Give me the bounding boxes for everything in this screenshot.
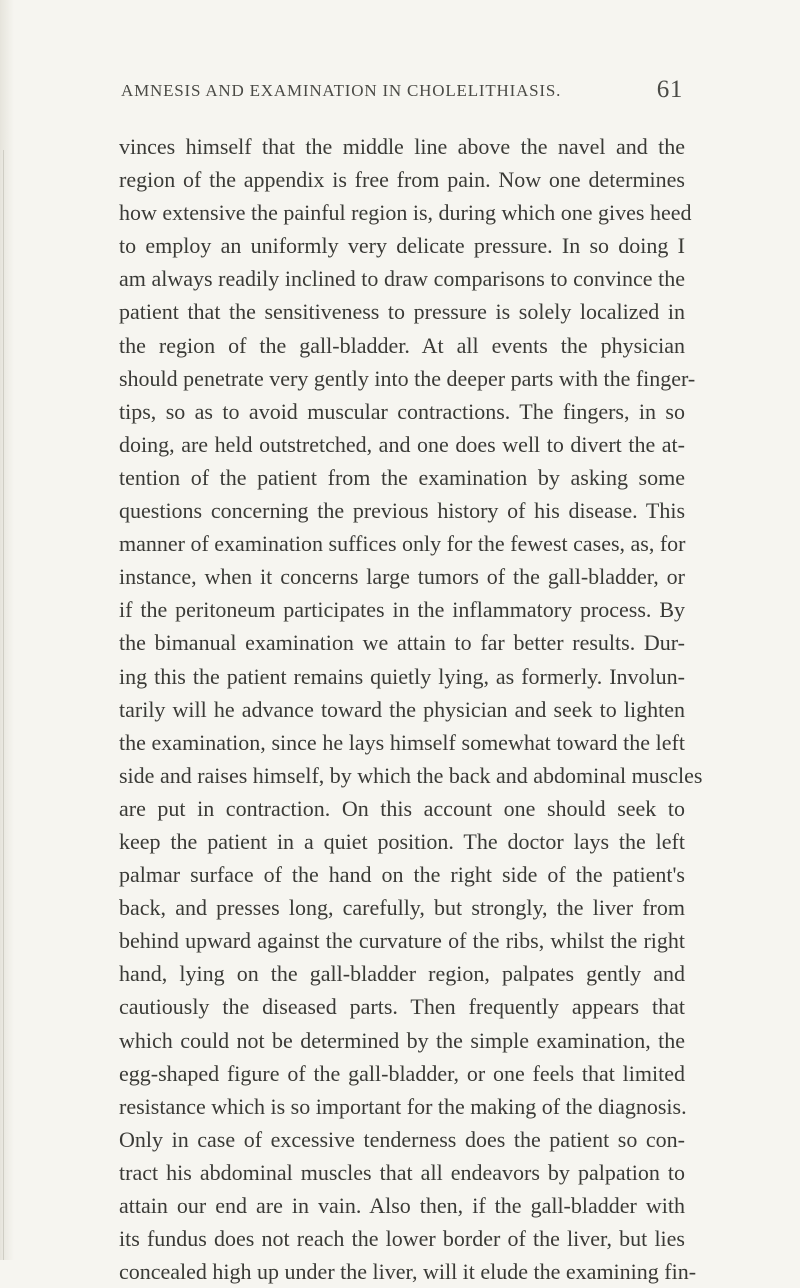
text-line: Only in case of excessive tenderness does the patient so con-	[119, 1126, 685, 1152]
binding-edge	[3, 150, 4, 1260]
page-gutter	[0, 0, 14, 1260]
text-line: region of the appendix is free from pain. Now one determines	[119, 167, 685, 193]
text-line: keep the patient in a quiet position. The doctor lays the left	[119, 828, 685, 854]
text-line: palmar surface of the hand on the right side of the patient's	[119, 862, 685, 888]
text-line: tract his abdominal muscles that all endeavors by palpation to	[119, 1159, 685, 1185]
text-line: egg-shaped figure of the gall-bladder, or one feels that limited	[119, 1060, 685, 1086]
text-line: to employ an uniformly very delicate pressure. In so doing I	[119, 233, 685, 259]
text-line: its fundus does not reach the lower border of the liver, but lies	[119, 1226, 685, 1252]
text-line: which could not be determined by the simple examination, the	[119, 1027, 685, 1053]
text-line: patient that the sensitiveness to pressure is solely localized in	[119, 299, 685, 325]
text-line: concealed high up under the liver, will it elude the examining fin-	[119, 1259, 697, 1285]
text-line: how extensive the painful region is, during which one gives heed	[119, 200, 692, 226]
text-line: back, and presses long, carefully, but strongly, the liver from	[119, 895, 685, 921]
text-line: questions concerning the previous history of his disease. This	[119, 498, 685, 524]
text-line: the bimanual examination we attain to far better results. Dur-	[119, 630, 685, 656]
page-number: 61	[656, 76, 683, 103]
text-line: the region of the gall-bladder. At all events the physician	[119, 332, 685, 358]
text-line: behind upward against the curvature of the ribs, whilst the right	[119, 928, 685, 954]
body-text	[119, 130, 703, 1288]
running-head	[121, 76, 683, 111]
text-line: tips, so as to avoid muscular contractions. The fingers, in so	[119, 398, 685, 424]
text-line: the examination, since he lays himself somewhat toward the left	[119, 729, 685, 755]
text-line: if the peritoneum participates in the inflammatory process. By	[119, 597, 685, 623]
text-line: manner of examination suffices only for the fewest cases, as, for	[119, 531, 686, 557]
text-line: are put in contraction. On this account one should seek to	[119, 795, 685, 821]
text-line: attain our end are in vain. Also then, if the gall-bladder with	[119, 1193, 685, 1218]
text-line: hand, lying on the gall-bladder region, palpates gently and	[119, 961, 685, 987]
text-line: am always readily inclined to draw comparisons to convince the	[119, 266, 685, 292]
text-line: should penetrate very gently into the deeper parts with the finger-	[119, 365, 696, 391]
text-line: ing this the patient remains quietly lying, as formerly. Involun-	[119, 663, 685, 689]
text-line: tarily will he advance toward the physician and seek to lighten	[119, 696, 685, 722]
text-line: cautiously the diseased parts. Then frequently appears that	[119, 994, 685, 1020]
text-line: doing, are held outstretched, and one does well to divert the at-	[119, 431, 685, 457]
text-line: vinces himself that the middle line above the navel and the	[119, 134, 685, 159]
text-line: tention of the patient from the examination by asking some	[119, 464, 685, 490]
text-line: instance, when it concerns large tumors of the gall-bladder, or	[119, 564, 685, 590]
text-line: side and raises himself, by which the back and abdominal muscles	[119, 762, 703, 788]
running-head-title: AMNESIS AND EXAMINATION IN CHOLELITHIASIS.	[121, 81, 562, 100]
text-line: resistance which is so important for the making of the diagnosis.	[119, 1093, 687, 1119]
